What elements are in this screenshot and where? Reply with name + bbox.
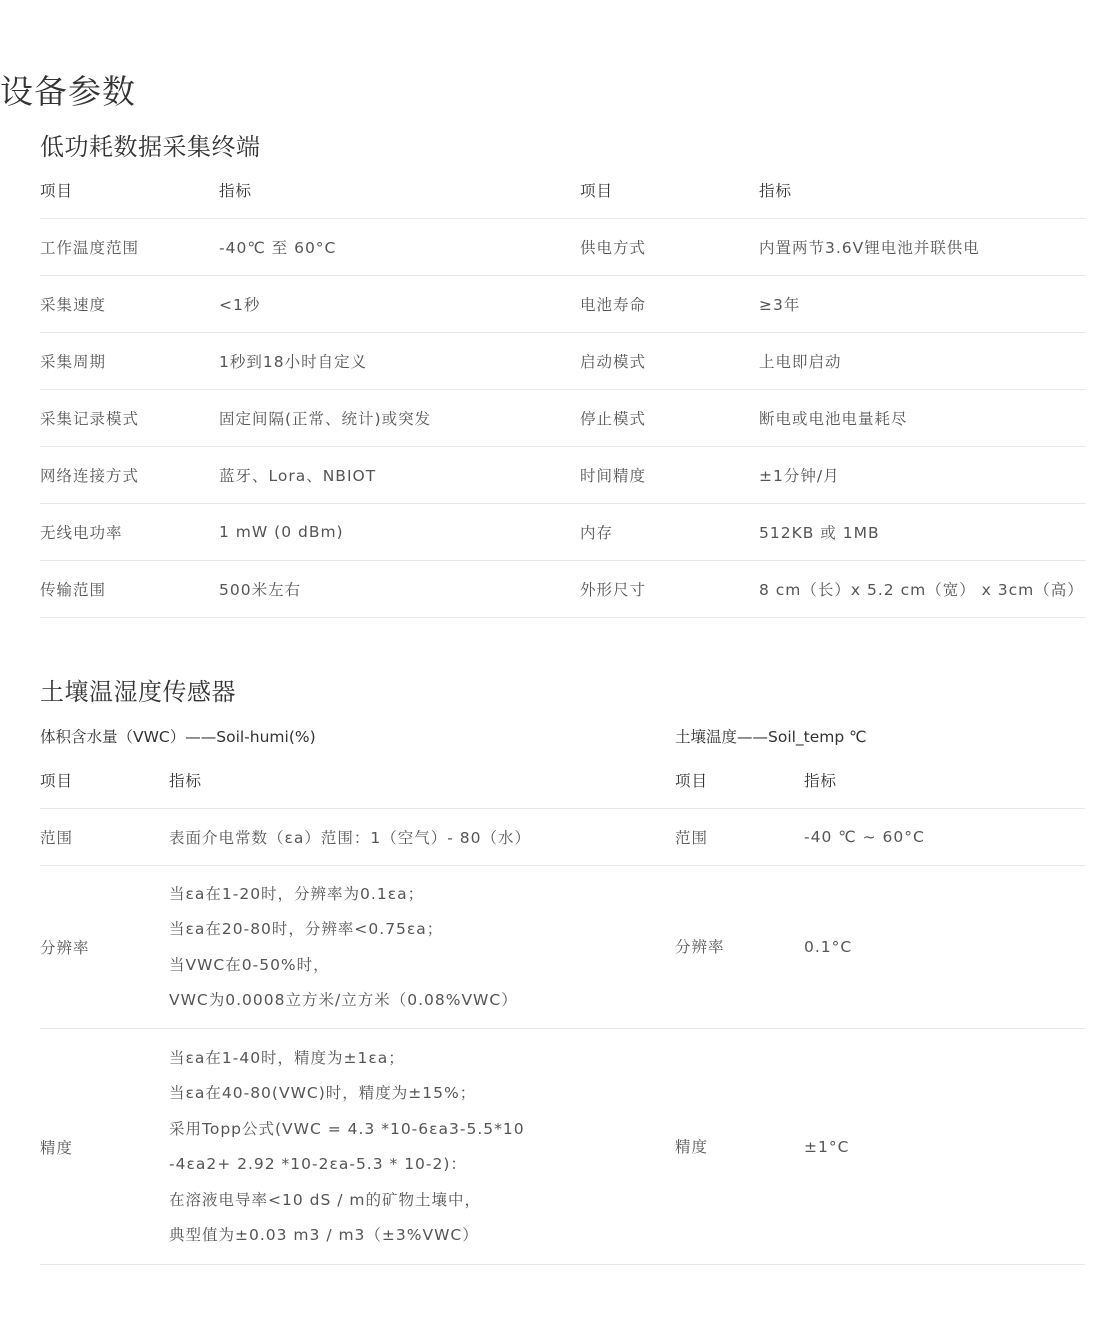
table-row <box>40 809 675 866</box>
spec-item: 分辨率 <box>40 866 169 1029</box>
spec-value: -40 ℃ ~ 60°C <box>804 809 1085 866</box>
spec-value: 0.1°C <box>804 866 1085 1029</box>
spec-value: 1秒到18小时自定义 <box>219 333 580 390</box>
table-row <box>675 866 1085 1029</box>
soil-temp-subtitle: 土壤温度——Soil_temp ℃ <box>675 728 867 746</box>
column-header-item: 项目 <box>675 752 804 809</box>
column-header-item: 项目 <box>580 162 759 219</box>
spec-value: 500米左右 <box>219 561 580 618</box>
table-row <box>675 809 1085 866</box>
vwc-subtitle: 体积含水量（VWC）——Soil-humi(%) <box>40 728 316 746</box>
spec-value: <1秒 <box>219 276 580 333</box>
spec-value: ±1°C <box>804 1029 1085 1265</box>
spec-value-line: 当VWC在0-50%时， <box>169 955 330 974</box>
terminal-spec-table <box>40 162 1086 618</box>
spec-item: 精度 <box>675 1029 804 1265</box>
spec-value: 表面介电常数（εa）范围：1（空气）- 80（水） <box>169 809 675 866</box>
spec-value: 内置两节3.6V锂电池并联供电 <box>759 219 1086 276</box>
column-header-spec: 指标 <box>759 162 1086 219</box>
spec-value: 断电或电池电量耗尽 <box>759 390 1086 447</box>
soil-temp-spec-table <box>675 752 1085 1265</box>
spec-value: ±1分钟/月 <box>759 447 1086 504</box>
spec-item: 范围 <box>40 809 169 866</box>
spec-value-line: VWC为0.0008立方米/立方米（0.08%VWC） <box>169 991 518 1010</box>
table-header-row <box>40 162 1086 219</box>
column-header-spec: 指标 <box>169 752 675 809</box>
table-row <box>40 276 1086 333</box>
spec-item: 网络连接方式 <box>40 447 219 504</box>
page-title: 设备参数 <box>0 72 136 111</box>
spec-value-line: 在溶液电导率<10 dS / m的矿物土壤中， <box>169 1190 481 1209</box>
spec-value: 固定间隔(正常、统计)或突发 <box>219 390 580 447</box>
spec-item: 采集速度 <box>40 276 219 333</box>
spec-item: 电池寿命 <box>580 276 759 333</box>
spec-value: 512KB 或 1MB <box>759 504 1086 561</box>
table-row <box>40 447 1086 504</box>
spec-value-line: -4εa2+ 2.92 *10-2εa-5.3 * 10-2)： <box>169 1155 467 1174</box>
spec-item: 分辨率 <box>675 866 804 1029</box>
spec-item: 停止模式 <box>580 390 759 447</box>
spec-value-line: 典型值为±0.03 m3 / m3（±3%VWC） <box>169 1226 479 1245</box>
table-row <box>40 561 1086 618</box>
table-header-row <box>40 752 675 809</box>
vwc-spec-table <box>40 752 675 1265</box>
spec-item: 供电方式 <box>580 219 759 276</box>
table-row <box>40 333 1086 390</box>
spec-item: 内存 <box>580 504 759 561</box>
spec-item: 范围 <box>675 809 804 866</box>
section-title-soil-sensor: 土壤温湿度传感器 <box>40 678 236 706</box>
column-header-item: 项目 <box>40 752 169 809</box>
spec-value-line: 当εa在1-20时，分辨率为0.1εa； <box>169 884 425 903</box>
spec-value: 8 cm（长）x 5.2 cm（宽） x 3cm（高） <box>759 561 1086 618</box>
spec-value: 上电即启动 <box>759 333 1086 390</box>
table-header-row <box>675 752 1085 809</box>
spec-value-line: 当εa在1-40时，精度为±1εa； <box>169 1048 405 1067</box>
section-title-terminal: 低功耗数据采集终端 <box>40 133 261 161</box>
spec-item: 采集周期 <box>40 333 219 390</box>
column-header-spec: 指标 <box>219 162 580 219</box>
table-row <box>675 1029 1085 1265</box>
spec-item: 采集记录模式 <box>40 390 219 447</box>
spec-item: 无线电功率 <box>40 504 219 561</box>
table-row <box>40 1029 675 1265</box>
spec-item: 外形尺寸 <box>580 561 759 618</box>
spec-item: 工作温度范围 <box>40 219 219 276</box>
spec-item: 精度 <box>40 1029 169 1265</box>
spec-item: 时间精度 <box>580 447 759 504</box>
table-row <box>40 866 675 1029</box>
spec-value: 1 mW (0 dBm) <box>219 504 580 561</box>
spec-value <box>169 1029 675 1265</box>
spec-value: 蓝牙、Lora、NBIOT <box>219 447 580 504</box>
spec-value: ≥3年 <box>759 276 1086 333</box>
spec-item: 启动模式 <box>580 333 759 390</box>
column-header-item: 项目 <box>40 162 219 219</box>
table-row <box>40 219 1086 276</box>
spec-value-line: 采用Topp公式(VWC = 4.3 *10-6εa3-5.5*10 <box>169 1119 525 1138</box>
spec-value <box>169 866 675 1029</box>
spec-item: 传输范围 <box>40 561 219 618</box>
spec-value: -40℃ 至 60°C <box>219 219 580 276</box>
table-row <box>40 504 1086 561</box>
column-header-spec: 指标 <box>804 752 1085 809</box>
spec-value-line: 当εa在20-80时，分辨率<0.75εa； <box>169 920 444 939</box>
table-row <box>40 390 1086 447</box>
spec-value-line: 当εa在40-80(VWC)时，精度为±15%； <box>169 1084 477 1103</box>
